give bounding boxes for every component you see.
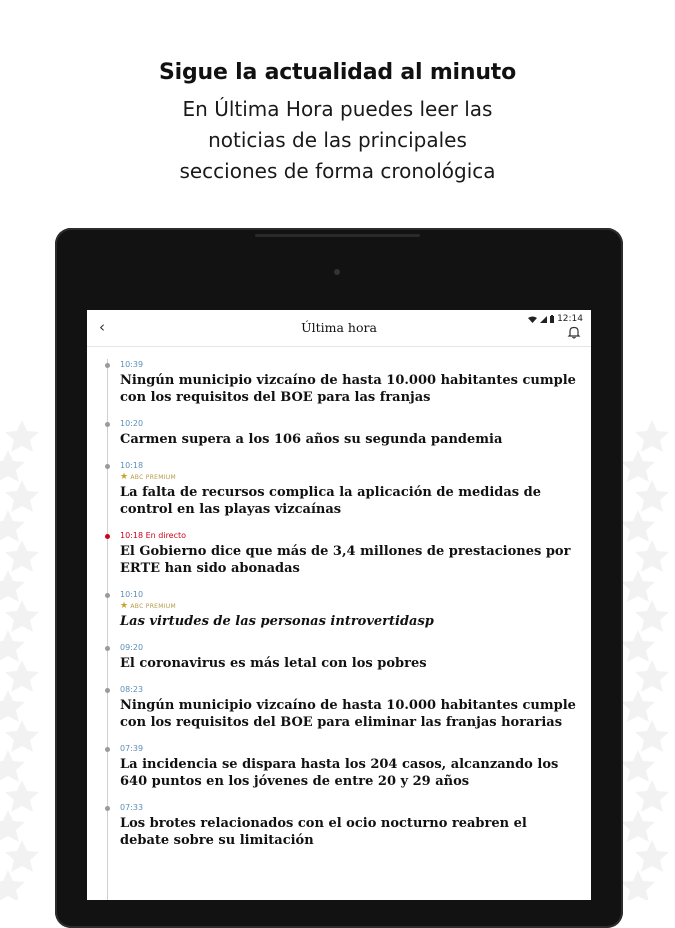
timeline-dot xyxy=(105,747,110,752)
wifi-icon xyxy=(528,316,537,323)
news-title[interactable]: La falta de recursos complica la aplicación de medidas de control en las playas vizcaínas xyxy=(120,485,542,517)
news-title[interactable]: La incidencia se dispara hasta los 204 casos, alcanzando los 640 puntos en los jóvenes de entre 20 y 29 años xyxy=(120,757,559,789)
promo-subtitle-line: noticias de las principales xyxy=(208,128,467,152)
news-time: 08:23 xyxy=(120,685,144,694)
premium-label: ABC PREMIUM xyxy=(130,474,176,481)
chevron-left-icon[interactable]: ‹ xyxy=(99,318,105,336)
bell-icon[interactable] xyxy=(567,325,581,339)
news-time-live: 10:18 En directo xyxy=(120,531,187,540)
tablet-top-bezel xyxy=(255,234,420,237)
news-time: 10:10 xyxy=(120,590,144,599)
news-item[interactable] xyxy=(87,448,591,518)
battery-icon xyxy=(550,315,554,323)
news-title[interactable]: El Gobierno dice que más de 3,4 millones de prestaciones por ERTE han sido abonadas xyxy=(120,544,571,576)
timeline-dot xyxy=(105,688,110,693)
live-dot xyxy=(105,534,110,539)
promo-header xyxy=(0,56,675,187)
star-icon: ★ xyxy=(120,601,129,611)
premium-label: ABC PREMIUM xyxy=(130,603,176,610)
timeline-dot xyxy=(105,806,110,811)
news-item[interactable] xyxy=(87,672,591,731)
news-time: 10:18 xyxy=(120,461,144,470)
promo-heading: Sigue la actualidad al minuto xyxy=(158,60,517,85)
news-title[interactable]: Las virtudes de las personas introvertidasp xyxy=(120,614,434,629)
app-title: Última hora xyxy=(301,320,377,335)
news-feed xyxy=(87,347,591,849)
news-title[interactable]: El coronavirus es más letal con los pobres xyxy=(120,656,427,671)
promo-subtitle-line: En Última Hora puedes leer las xyxy=(182,97,493,121)
news-item[interactable] xyxy=(87,790,591,849)
timeline-dot xyxy=(105,363,110,368)
star-icon: ★ xyxy=(120,472,129,482)
signal-icon xyxy=(540,316,547,323)
news-time: 07:39 xyxy=(120,744,144,753)
news-title[interactable]: Los brotes relacionados con el ocio nocturno reabren el debate sobre su limitación xyxy=(120,816,527,848)
news-time: 07:33 xyxy=(120,803,144,812)
promo-subtitle xyxy=(0,94,675,187)
news-title[interactable]: Carmen supera a los 106 años su segunda pandemia xyxy=(120,432,503,447)
tablet-screen xyxy=(87,310,591,900)
timeline-dot xyxy=(105,422,110,427)
news-item[interactable] xyxy=(87,518,591,577)
status-time: 12:14 xyxy=(557,314,583,324)
news-time: 09:20 xyxy=(120,643,144,652)
news-item[interactable] xyxy=(87,577,591,630)
timeline-dot xyxy=(105,646,110,651)
news-title[interactable]: Ningún municipio vizcaíno de hasta 10.000 habitantes cumple con los requisitos del BOE para las franjas xyxy=(120,373,576,405)
news-time: 10:20 xyxy=(120,419,144,428)
news-item[interactable] xyxy=(87,347,591,406)
news-item[interactable] xyxy=(87,406,591,448)
news-item[interactable] xyxy=(87,731,591,790)
news-time: 10:39 xyxy=(120,360,144,369)
premium-badge xyxy=(120,473,577,482)
front-camera xyxy=(334,269,340,275)
app-bar xyxy=(87,310,591,347)
status-bar xyxy=(528,314,583,324)
promo-subtitle-line: secciones de forma cronológica xyxy=(179,159,496,183)
news-title[interactable]: Ningún municipio vizcaíno de hasta 10.000 habitantes cumple con los requisitos del BOE para eliminar las franjas horarias xyxy=(120,698,576,730)
premium-badge xyxy=(120,602,577,611)
news-item[interactable] xyxy=(87,630,591,672)
timeline-dot xyxy=(105,593,110,598)
timeline-dot xyxy=(105,464,110,469)
